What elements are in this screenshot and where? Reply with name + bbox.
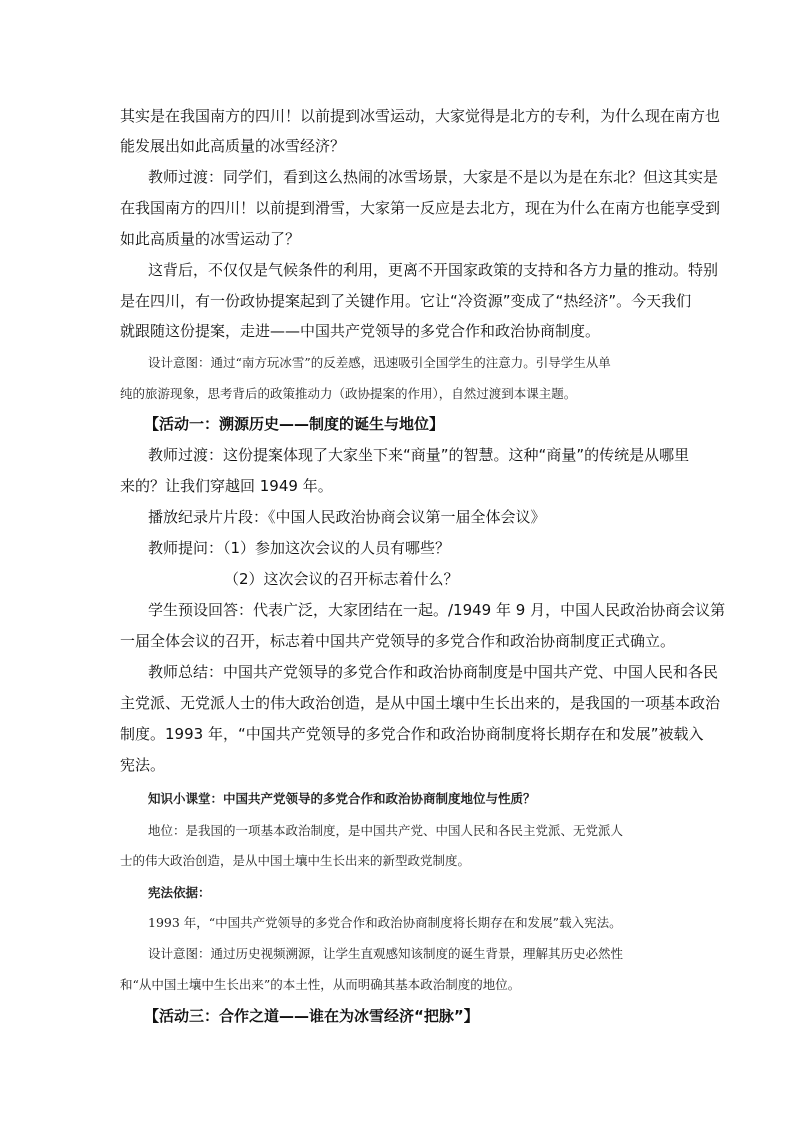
design-intent-line: 设计意图：通过历史视频溯源，让学生直观感知该制度的诞生背景，理解其历史必然性 — [148, 946, 624, 961]
paragraph-line: （2）这次会议的召开标志着什么？ — [224, 570, 459, 588]
paragraph-line: 是在四川，有一份政协提案起到了关键作用。它让“冷资源”变成了“热经济”。今天我们 — [120, 292, 692, 310]
section-heading: 【活动一：溯源历史——制度的诞生与地位】 — [144, 415, 445, 433]
paragraph-line: 播放纪录片片段：《中国人民政治协商会议第一届全体会议》 — [148, 508, 546, 526]
paragraph-line: 学生预设回答：代表广泛，大家团结在一起。/1949 年 9 月，中国人民政治协商会议第 — [148, 601, 726, 619]
paragraph-line: 来的？让我们穿越回 1949 年。 — [120, 477, 333, 495]
paragraph-line: 其实是在我国南方的四川！以前提到冰雪运动，大家觉得是北方的专利，为什么现在南方也 — [120, 107, 721, 125]
knowledge-line: 士的伟大政治创造，是从中国土壤中生长出来的新型政党制度。 — [120, 853, 471, 868]
paragraph-line: 就跟随这份提案，走进——中国共产党领导的多党合作和政治协商制度。 — [120, 322, 601, 340]
paragraph-line: 如此高质量的冰雪运动了？ — [120, 230, 301, 248]
paragraph-line: 主党派、无党派人士的伟大政治创造，是从中国土壤中生长出来的，是我国的一项基本政治 — [120, 694, 721, 712]
paragraph-line: 教师提问：（1）参加这次会议的人员有哪些？ — [148, 539, 451, 557]
knowledge-heading: 知识小课堂：中国共产党领导的多党合作和政治协商制度地位与性质？ — [148, 791, 536, 806]
paragraph-line: 这背后，不仅仅是气候条件的利用，更离不开国家政策的支持和各方力量的推动。特别 — [148, 261, 719, 279]
constitution-line: 1993 年，“中国共产党领导的多党合作和政治协商制度将长期存在和发展”载入宪法。 — [148, 915, 622, 930]
constitution-heading: 宪法依据： — [148, 885, 211, 900]
design-intent-line: 纯的旅游现象，思考背后的政策推动力（政协提案的作用），自然过渡到本课主题。 — [120, 386, 577, 401]
paragraph-line: 教师总结：中国共产党领导的多党合作和政治协商制度是中国共产党、中国人民和各民 — [148, 663, 719, 681]
paragraph-line: 能发展出如此高质量的冰雪经济？ — [120, 137, 346, 155]
paragraph-line: 宪法。 — [120, 756, 166, 774]
paragraph-line: 制度。1993 年，“中国共产党领导的多党合作和政治协商制度将长期存在和发展”被载入 — [120, 725, 704, 743]
design-intent-line: 设计意图：通过“南方玩冰雪”的反差感，迅速吸引全国学生的注意力。引导学生从单 — [148, 355, 611, 370]
paragraph-line: 教师过渡：同学们，看到这么热闹的冰雪场景，大家是不是以为是在东北？但这其实是 — [148, 168, 719, 186]
paragraph-line: 一届全体会议的召开，标志着中国共产党领导的多党合作和政治协商制度正式确立。 — [120, 632, 676, 650]
paragraph-line: 教师过渡：这份提案体现了大家坐下来“商量”的智慧。这种“商量”的传统是从哪里 — [148, 446, 690, 464]
design-intent-line: 和“从中国土壤中生长出来”的本土性，从而明确其基本政治制度的地位。 — [120, 977, 521, 992]
paragraph-line: 在我国南方的四川！以前提到滑雪，大家第一反应是去北方，现在为什么在南方也能享受到 — [120, 199, 721, 217]
section-heading: 【活动三：合作之道——谁在为冰雪经济“把脉”】 — [144, 1007, 479, 1025]
knowledge-line: 地位：是我国的一项基本政治制度，是中国共产党、中国人民和各民主党派、无党派人 — [148, 823, 624, 838]
